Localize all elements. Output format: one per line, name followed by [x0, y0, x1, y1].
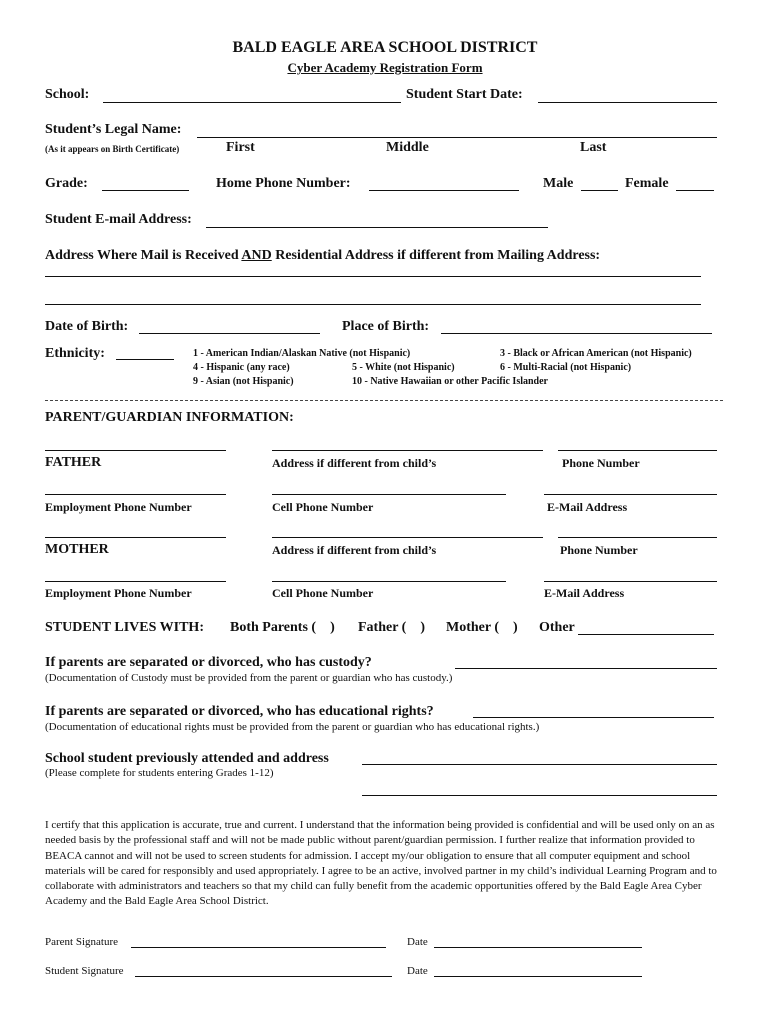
father-name-field[interactable] [45, 450, 226, 451]
student-email-field[interactable] [206, 227, 548, 228]
mother-cell-phone-label: Cell Phone Number [272, 586, 374, 600]
parent-section-title: PARENT/GUARDIAN INFORMATION: [45, 410, 294, 425]
edu-rights-field[interactable] [473, 717, 714, 718]
lives-with-both-option[interactable]: Both Parents ( ) [230, 620, 335, 635]
last-name-label: Last [580, 140, 607, 155]
mother-phone-label: Phone Number [560, 543, 638, 557]
lives-with-father-option[interactable]: Father ( ) [358, 620, 425, 635]
dob-field[interactable] [139, 333, 320, 334]
birth-cert-note: (As it appears on Birth Certificate) [45, 144, 180, 154]
address-line-2[interactable] [45, 304, 701, 305]
school-label: School: [45, 87, 90, 102]
father-address-label: Address if different from child’s [272, 456, 437, 470]
home-phone-label: Home Phone Number: [216, 176, 351, 191]
prev-school-question: School student previously attended and address [45, 751, 329, 766]
student-date-label: Date [407, 965, 428, 977]
address-label-post: Residential Address if different from Mailing Address: [271, 248, 601, 263]
form-title: BALD EAGLE AREA SCHOOL DISTRICT [232, 39, 538, 56]
father-emp-phone-label: Employment Phone Number [45, 500, 192, 514]
legal-name-label: Student’s Legal Name: [45, 122, 182, 137]
mother-cell-phone-field[interactable] [272, 581, 506, 582]
section-divider [45, 400, 723, 401]
ethnicity-label: Ethnicity: [45, 346, 105, 361]
female-field[interactable] [676, 190, 714, 191]
school-field[interactable] [103, 102, 401, 103]
edu-rights-note: (Documentation of educational rights must be provided from the parent or guardian who has educational rights.) [45, 721, 540, 733]
custody-question: If parents are separated or divorced, who has custody? [45, 655, 372, 670]
pob-label: Place of Birth: [342, 319, 430, 334]
father-phone-label: Phone Number [562, 456, 640, 470]
lives-with-other-label: Other [539, 620, 575, 635]
address-label-pre: Address Where Mail is Received [45, 248, 242, 263]
pob-field[interactable] [441, 333, 712, 334]
prev-school-note: (Please complete for students entering Grades 1-12) [45, 767, 274, 779]
grade-field[interactable] [102, 190, 189, 191]
start-date-field[interactable] [538, 102, 717, 103]
dob-label: Date of Birth: [45, 319, 129, 334]
male-label: Male [543, 176, 574, 191]
male-field[interactable] [581, 190, 618, 191]
father-address-field[interactable] [272, 450, 543, 451]
ethnicity-option-6: 6 - Multi-Racial (not Hispanic) [500, 362, 632, 373]
mother-name-field[interactable] [45, 537, 226, 538]
parent-date-label: Date [407, 936, 428, 948]
certification-text: I certify that this application is accurate, true and current. I understand that the information being provided is confidential and will be used only on an as needed basis by the professional staff and will not be made public without parent/guardian permission. I further realize that information provided to BEACA cannot and will not be used to screen students for admission. I accept my/our obligation to ensure that all computer equipment and school materials will be cared for responsibly and used appropriately. I agree to be an active, involved partner in my child’s individual Learning Program and to collaborate with administrators and teachers so that my child can fully benefit from the academic opportunities offered by the Bald Eagle Area Cyber Academy and the Bald Eagle Area School District. [45, 819, 717, 908]
student-date-field[interactable] [434, 976, 642, 977]
middle-name-label: Middle [386, 140, 429, 155]
address-label [45, 249, 600, 263]
lives-with-mother-option[interactable]: Mother ( ) [446, 620, 518, 635]
father-email-label: E-Mail Address [547, 500, 628, 514]
mother-phone-field[interactable] [558, 537, 717, 538]
mother-address-label: Address if different from child’s [272, 543, 437, 557]
ethnicity-option-4: 4 - Hispanic (any race) [193, 362, 290, 373]
student-signature-label: Student Signature [45, 965, 124, 977]
parent-signature-field[interactable] [131, 947, 386, 948]
address-label-and: AND [241, 248, 272, 263]
father-phone-field[interactable] [558, 450, 717, 451]
home-phone-field[interactable] [369, 190, 519, 191]
lives-with-label: STUDENT LIVES WITH: [45, 620, 204, 635]
mother-label: MOTHER [45, 542, 109, 557]
father-cell-phone-field[interactable] [272, 494, 506, 495]
lives-with-other-field[interactable] [578, 634, 714, 635]
mother-emp-phone-label: Employment Phone Number [45, 586, 192, 600]
form-subtitle: Cyber Academy Registration Form [287, 60, 483, 75]
student-email-label: Student E-mail Address: [45, 212, 192, 227]
start-date-label: Student Start Date: [406, 87, 523, 102]
custody-field[interactable] [455, 668, 717, 669]
father-emp-phone-field[interactable] [45, 494, 226, 495]
ethnicity-option-9: 9 - Asian (not Hispanic) [193, 376, 294, 387]
ethnicity-field[interactable] [116, 359, 174, 360]
legal-name-field[interactable] [197, 137, 717, 138]
prev-school-field-1[interactable] [362, 764, 717, 765]
ethnicity-option-5: 5 - White (not Hispanic) [352, 362, 455, 373]
edu-rights-question: If parents are separated or divorced, who has educational rights? [45, 704, 434, 719]
student-signature-field[interactable] [135, 976, 392, 977]
mother-email-label: E-Mail Address [544, 586, 625, 600]
custody-note: (Documentation of Custody must be provided from the parent or guardian who has custody.) [45, 672, 453, 684]
mother-emp-phone-field[interactable] [45, 581, 226, 582]
female-label: Female [625, 176, 669, 191]
mother-address-field[interactable] [272, 537, 543, 538]
father-email-field[interactable] [544, 494, 717, 495]
first-name-label: First [226, 140, 255, 155]
parent-date-field[interactable] [434, 947, 642, 948]
prev-school-field-2[interactable] [362, 795, 717, 796]
ethnicity-option-10: 10 - Native Hawaiian or other Pacific Islander [352, 376, 548, 387]
ethnicity-option-3: 3 - Black or African American (not Hispanic) [500, 348, 692, 359]
ethnicity-option-1: 1 - American Indian/Alaskan Native (not Hispanic) [193, 348, 411, 359]
address-line-1[interactable] [45, 276, 701, 277]
father-cell-phone-label: Cell Phone Number [272, 500, 374, 514]
father-label: FATHER [45, 455, 102, 470]
mother-email-field[interactable] [544, 581, 717, 582]
grade-label: Grade: [45, 176, 88, 191]
parent-signature-label: Parent Signature [45, 936, 119, 948]
